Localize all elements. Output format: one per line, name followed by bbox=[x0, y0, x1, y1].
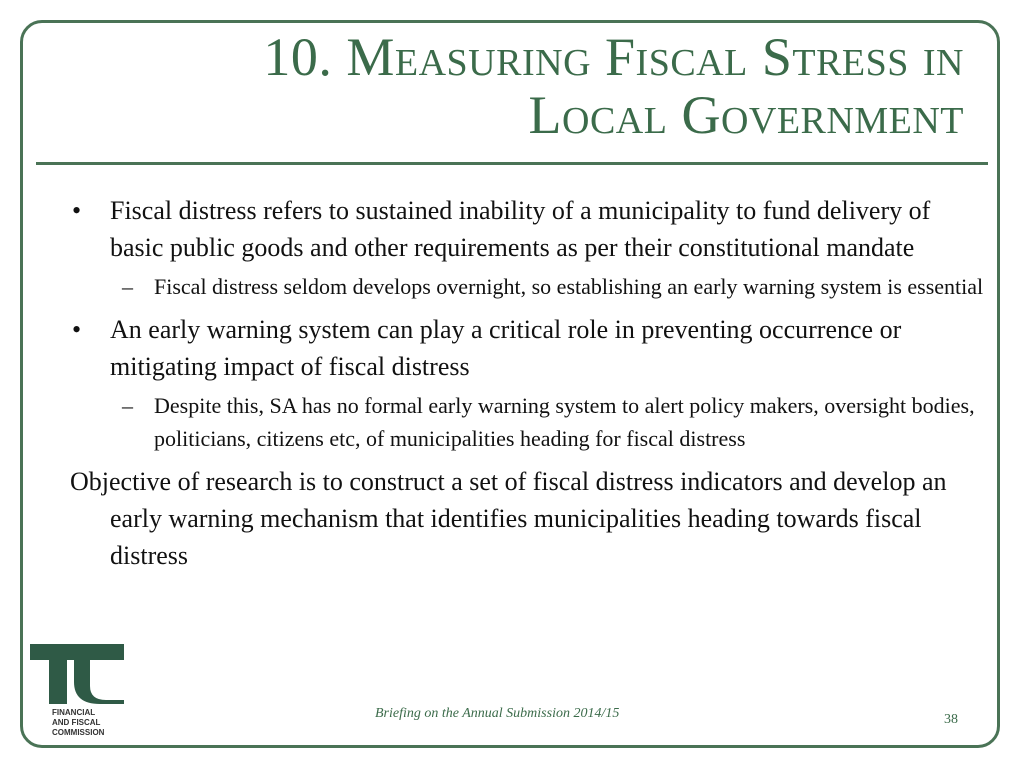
bullet-marker: • bbox=[72, 315, 82, 344]
logo-wordmark: FINANCIAL AND FISCAL COMMISSION bbox=[52, 708, 105, 737]
bullet-text: Fiscal distress refers to sustained inability of a municipality to fund delivery of basic public goods and other requirements as per their constitutional mandate bbox=[110, 196, 931, 262]
footer-caption: Briefing on the Annual Submission 2014/15 bbox=[375, 706, 620, 721]
bullet-marker: • bbox=[72, 196, 82, 225]
sub-bullet-item bbox=[70, 270, 990, 303]
bullet-text: An early warning system can play a critical role in preventing occurrence or mitigating impact of fiscal distress bbox=[110, 315, 902, 381]
title-underline bbox=[36, 162, 988, 165]
dash-marker: – bbox=[122, 393, 133, 418]
dash-marker: – bbox=[122, 274, 133, 299]
sub-bullet-text: Despite this, SA has no formal early warning system to alert policy makers, oversight bodies, politicians, citizens etc, of municipalities heading for fiscal distress bbox=[154, 393, 975, 451]
title-line-1: 10. Measuring Fiscal Stress in bbox=[263, 27, 964, 87]
objective-paragraph: Objective of research is to construct a set of fiscal distress indicators and develop an early warning mechanism that identifies municipalities heading towards fiscal distress bbox=[70, 467, 947, 570]
sub-bullet-item bbox=[70, 389, 990, 455]
slide-title bbox=[84, 28, 964, 144]
slide-body bbox=[70, 192, 990, 574]
bullet-item bbox=[70, 311, 990, 385]
bullet-item bbox=[70, 192, 990, 266]
sub-bullet-text: Fiscal distress seldom develops overnight, so establishing an early warning system is essential bbox=[154, 274, 984, 299]
page-number: 38 bbox=[944, 712, 958, 727]
title-line-2: Local Government bbox=[528, 85, 964, 145]
